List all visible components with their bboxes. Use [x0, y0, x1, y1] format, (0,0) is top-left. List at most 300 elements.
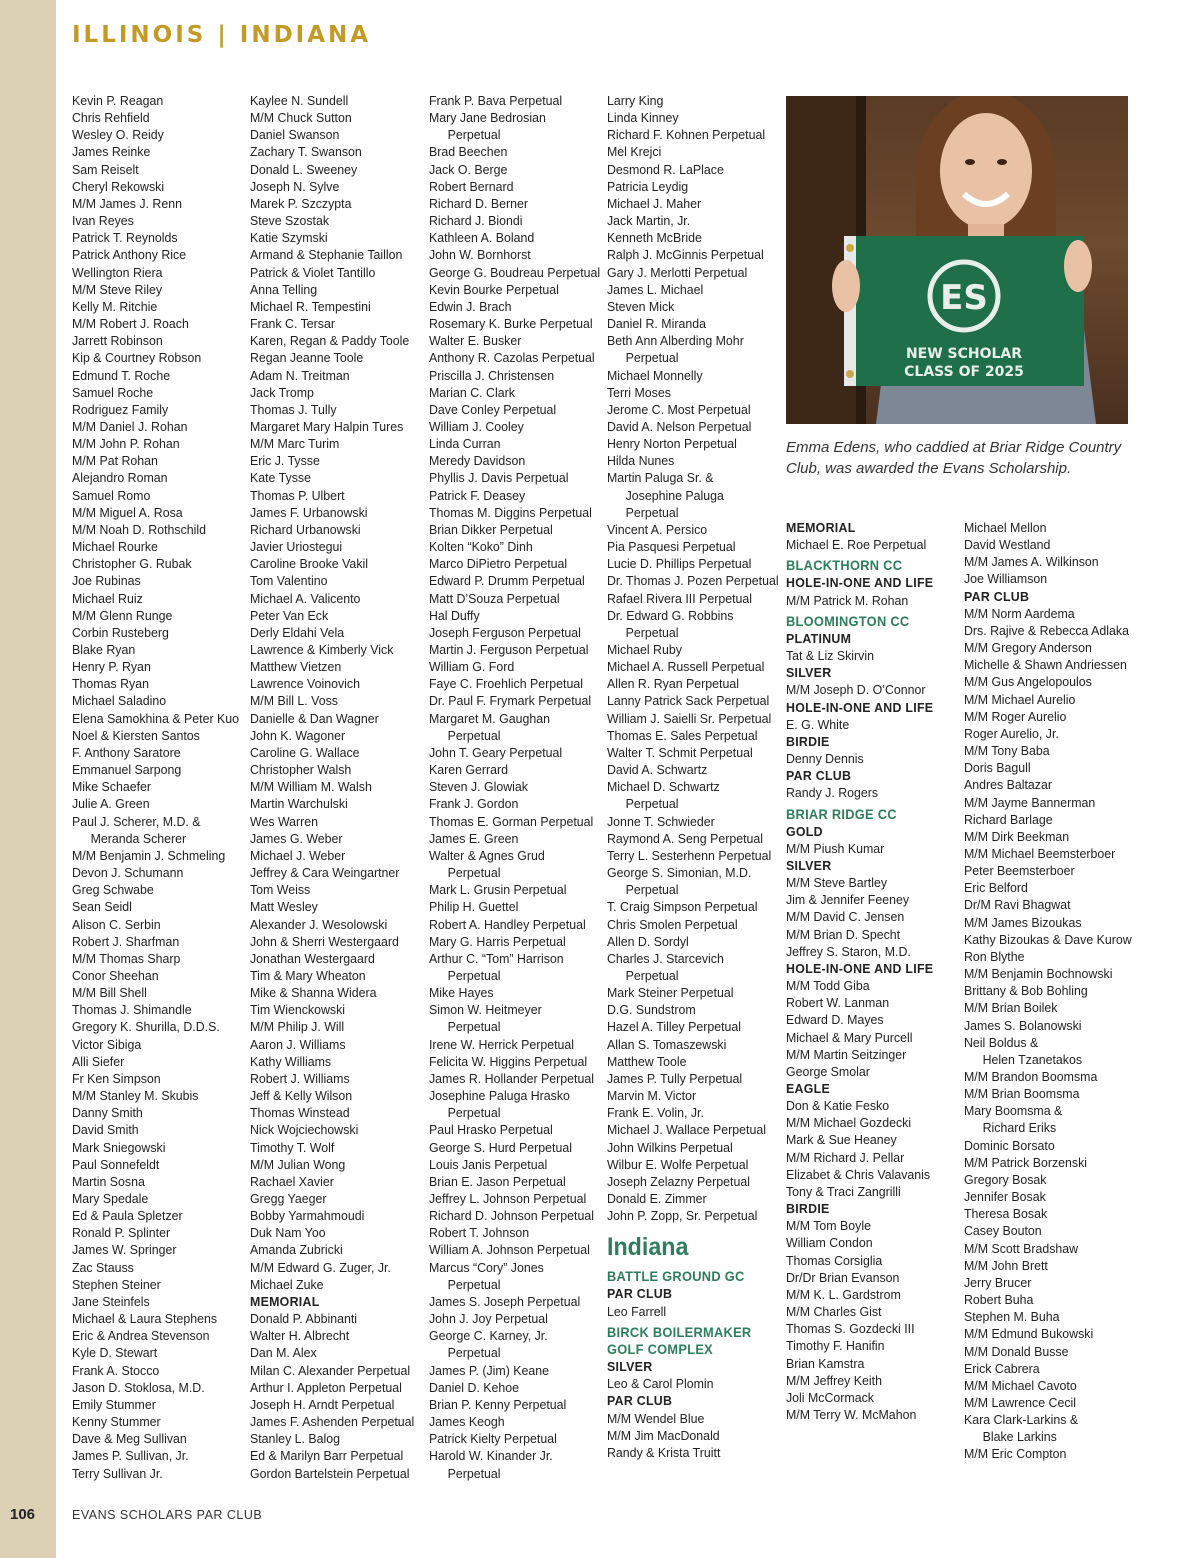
donor-name: Rodriguez Family — [72, 401, 169, 417]
donor-name: Christopher Walsh — [250, 762, 352, 778]
donor-name: John & Sherri Westergaard — [250, 933, 399, 949]
donor-name: M/M Roger Aurelio — [964, 708, 1067, 724]
donor-name: John Wilkins Perpetual — [607, 1139, 733, 1155]
donor-name: Terri Moses — [607, 384, 671, 400]
donor-name: M/M Joseph D. O’Connor — [786, 682, 926, 698]
donor-name: Margaret M. Gaughan — [429, 710, 550, 726]
donor-name: James E. Green — [429, 830, 519, 846]
donor-name: Hazel A. Tilley Perpetual — [607, 1019, 742, 1035]
donor-name-continued: Perpetual — [447, 727, 501, 743]
donor-name: Marco DiPietro Perpetual — [429, 556, 568, 572]
donor-name-continued: Perpetual — [625, 504, 679, 520]
donor-name: Fr Ken Simpson — [72, 1070, 161, 1086]
donor-name: Casey Bouton — [964, 1223, 1042, 1239]
donor-name: Patrick T. Reynolds — [72, 230, 178, 246]
donor-name: George Smolar — [786, 1063, 870, 1079]
donor-level-heading: PAR CLUB — [786, 768, 852, 784]
donor-name: Frank J. Gordon — [429, 796, 519, 812]
donor-name: M/M Terry W. McMahon — [786, 1406, 917, 1422]
donor-name: Julie A. Green — [72, 796, 150, 812]
donor-name: Sam Reiselt — [72, 161, 139, 177]
donor-name: Drs. Rajive & Rebecca Adlaka — [964, 622, 1129, 638]
donor-name: Brian E. Jason Perpetual — [429, 1173, 566, 1189]
donor-name-continued: Helen Tzanetakos — [982, 1051, 1083, 1067]
donor-name: Kyle D. Stewart — [72, 1345, 158, 1361]
donor-name: M/M Jim MacDonald — [607, 1427, 720, 1443]
donor-column-4 — [607, 92, 779, 1461]
donor-name: Richard D. Johnson Perpetual — [429, 1208, 594, 1224]
donor-name: M/M Glenn Runge — [72, 607, 173, 623]
donor-name: James L. Michael — [607, 281, 704, 297]
page-header: ILLINOIS | INDIANA — [72, 22, 372, 48]
donor-name: Richard D. Berner — [429, 195, 528, 211]
donor-name: Martin J. Ferguson Perpetual — [429, 642, 589, 657]
donor-name: Jack O. Berge — [429, 161, 508, 177]
donor-name: M/M Charles Gist — [786, 1304, 882, 1320]
donor-name: Ed & Paula Spletzer — [72, 1208, 183, 1224]
donor-name: Gordon Bartelstein Perpetual — [250, 1465, 410, 1481]
donor-name: Josephine Paluga Hrasko — [429, 1088, 570, 1104]
donor-name: James P. (Jim) Keane — [429, 1362, 550, 1378]
donor-name-continued: Perpetual — [447, 1019, 501, 1035]
donor-name: M/M Dirk Beekman — [964, 828, 1070, 844]
donor-name: Robert A. Handley Perpetual — [429, 916, 586, 932]
donor-name: Samuel Roche — [72, 384, 154, 400]
donor-name: Theresa Bosak — [964, 1206, 1048, 1222]
donor-name: Corbin Rusteberg — [72, 624, 169, 640]
donor-name: Jonathan Westergaard — [250, 950, 375, 966]
donor-name: M/M Michael Cavoto — [964, 1377, 1077, 1393]
donor-name: Kevin P. Reagan — [72, 93, 164, 108]
donor-name: Walter T. Schmit Perpetual — [607, 744, 753, 760]
donor-name: M/M Patrick Borzenski — [964, 1154, 1088, 1170]
donor-name: M/M James A. Wilkinson — [964, 554, 1099, 570]
donor-level-heading: HOLE-IN-ONE AND LIFE — [786, 575, 934, 591]
donor-name: Richard J. Biondi — [429, 213, 523, 229]
donor-name: Martin Sosna — [72, 1173, 145, 1189]
donor-name: William J. Cooley — [429, 418, 524, 434]
donor-name: Blake Ryan — [72, 642, 136, 657]
donor-name: Charles J. Starcevich — [607, 950, 724, 966]
donor-column-3 — [429, 92, 601, 1482]
donor-column-2 — [250, 92, 414, 1482]
donor-name: Thomas S. Gozdecki III — [786, 1321, 915, 1337]
donor-name: M/M Philip J. Will — [250, 1019, 345, 1035]
donor-level-heading: SILVER — [786, 857, 832, 873]
donor-name: Joe Rubinas — [72, 573, 141, 589]
donor-level-heading: SILVER — [786, 665, 832, 681]
donor-name: Chris Rehfield — [72, 110, 150, 126]
donor-name: Jeff & Kelly Wilson — [250, 1088, 353, 1104]
donor-name: Joe Williamson — [964, 571, 1048, 587]
donor-name: Jennifer Bosak — [964, 1189, 1046, 1205]
donor-name: Anthony R. Cazolas Perpetual — [429, 350, 595, 366]
donor-name-continued: Perpetual — [447, 1345, 501, 1361]
donor-name: Cheryl Rekowski — [72, 178, 165, 194]
donor-name: M/M Wendel Blue — [607, 1410, 705, 1426]
donor-name: Jerry Brucer — [964, 1274, 1032, 1290]
donor-name: Steven J. Glowiak — [429, 779, 528, 795]
donor-name: Hal Duffy — [429, 607, 480, 623]
donor-name: Michael Saladino — [72, 693, 167, 709]
donor-name: Jack Tromp — [250, 384, 314, 400]
donor-name: Robert Buha — [964, 1292, 1034, 1308]
donor-name: Donald L. Sweeney — [250, 161, 358, 177]
donor-name: Gregory K. Shurilla, D.D.S. — [72, 1019, 220, 1035]
donor-name-continued: Perpetual — [625, 882, 679, 898]
donor-name: Denny Dennis — [786, 751, 864, 767]
donor-column-5 — [786, 519, 950, 1423]
donor-name-continued: Richard Eriks — [982, 1120, 1057, 1136]
donor-name: Richard Urbanowski — [250, 521, 361, 537]
donor-name: David Smith — [72, 1122, 139, 1138]
donor-name: Brian Kamstra — [786, 1355, 865, 1371]
donor-name: Steve Szostak — [250, 213, 330, 229]
donor-level-heading: BIRDIE — [786, 733, 830, 749]
donor-name: Patrick F. Deasey — [429, 487, 526, 503]
donor-name: Lawrence Voinovich — [250, 676, 361, 692]
donor-name: James R. Hollander Perpetual — [429, 1070, 594, 1086]
donor-name: M/M Norm Aardema — [964, 605, 1075, 621]
donor-name: Dave & Meg Sullivan — [72, 1431, 187, 1447]
donor-name: Timothy T. Wolf — [250, 1139, 335, 1155]
donor-name: William J. Saielli Sr. Perpetual — [607, 710, 772, 726]
donor-name-continued: Meranda Scherer — [90, 830, 187, 846]
donor-name: Dan M. Alex — [250, 1345, 317, 1361]
donor-name: Mel Krejci — [607, 144, 662, 160]
donor-name: Jeffrey S. Staron, M.D. — [786, 943, 911, 959]
donor-name: T. Craig Simpson Perpetual — [607, 899, 758, 915]
donor-name: Robert T. Johnson — [429, 1225, 530, 1241]
donor-name: Daniel Swanson — [250, 127, 340, 143]
donor-name: Vincent A. Persico — [607, 521, 708, 537]
donor-name: Danny Smith — [72, 1105, 143, 1121]
donor-name: Regan Jeanne Toole — [250, 350, 364, 366]
donor-name: James F. Urbanowski — [250, 504, 368, 520]
donor-name: Javier Uriostegui — [250, 539, 343, 555]
donor-name-continued: Blake Larkins — [982, 1429, 1057, 1445]
donor-name: Edward P. Drumm Perpetual — [429, 573, 585, 589]
donor-name: Ed & Marilyn Barr Perpetual — [250, 1448, 404, 1464]
donor-name: Mike & Shanna Widera — [250, 985, 377, 1001]
donor-name: Jim & Jennifer Feeney — [786, 892, 910, 908]
donor-name: Alli Siefer — [72, 1053, 125, 1069]
club-heading: BATTLE GROUND GC — [607, 1269, 745, 1285]
donor-name: M/M William M. Walsh — [250, 779, 372, 795]
donor-name: Martin Warchulski — [250, 796, 348, 812]
donor-name: Mary Jane Bedrosian — [429, 110, 546, 126]
donor-name: Jane Steinfels — [72, 1293, 150, 1309]
club-heading: GOLF COMPLEX — [607, 1341, 714, 1357]
donor-name: Thomas E. Gorman Perpetual — [429, 813, 594, 829]
donor-name: William G. Ford — [429, 659, 515, 675]
donor-level-heading: EAGLE — [786, 1081, 831, 1096]
donor-name: Michael Ruby — [607, 642, 682, 657]
donor-name: M/M Jeffrey Keith — [786, 1372, 882, 1388]
donor-name: Jarrett Robinson — [72, 333, 163, 349]
donor-level-heading: HOLE-IN-ONE AND LIFE — [786, 960, 934, 976]
donor-name-continued: Perpetual — [625, 350, 679, 366]
donor-name: George S. Simonian, M.D. — [607, 865, 752, 881]
donor-name: Sean Seidl — [72, 899, 132, 915]
donor-name: Frank P. Bava Perpetual — [429, 93, 563, 108]
donor-name: M/M Michael Gozdecki — [786, 1115, 912, 1131]
donor-name: Leo Farrell — [607, 1303, 667, 1319]
donor-name: Alexander J. Wesolowski — [250, 916, 388, 932]
donor-name: Jeffrey & Cara Weingartner — [250, 865, 400, 881]
donor-name: John K. Wagoner — [250, 727, 346, 743]
donor-name: Matt D’Souza Perpetual — [429, 590, 560, 606]
donor-name: Joseph N. Sylve — [250, 178, 340, 194]
donor-name: Gregg Yaeger — [250, 1191, 327, 1206]
donor-name: Randy & Krista Truitt — [607, 1444, 721, 1460]
donor-name: James Reinke — [72, 144, 151, 160]
page-number: 106 — [10, 1506, 36, 1523]
donor-name: John T. Geary Perpetual — [429, 744, 563, 760]
donor-name: Phyllis J. Davis Perpetual — [429, 470, 569, 486]
donor-name: Greg Schwabe — [72, 882, 154, 898]
donor-name: Kara Clark-Larkins & — [964, 1412, 1079, 1428]
donor-name: Louis Janis Perpetual — [429, 1156, 548, 1172]
donor-name: Conor Sheehan — [72, 967, 159, 983]
donor-name: Alejandro Roman — [72, 470, 168, 486]
donor-name: Kevin Bourke Perpetual — [429, 281, 559, 297]
donor-name: Hilda Nunes — [607, 453, 675, 469]
donor-name: Jeffrey L. Johnson Perpetual — [429, 1191, 587, 1206]
donor-name: M/M Edmund Bukowski — [964, 1326, 1094, 1342]
donor-name: M/M John P. Rohan — [72, 436, 180, 452]
donor-name: Ralph J. McGinnis Perpetual — [607, 247, 764, 263]
donor-name: D.G. Sundstrom — [607, 1002, 696, 1018]
donor-name: M/M Steve Bartley — [786, 875, 888, 891]
donor-name: Mike Hayes — [429, 985, 494, 1001]
donor-name: Jack Martin, Jr. — [607, 213, 691, 229]
donor-name: Robert J. Williams — [250, 1070, 350, 1086]
donor-name: M/M Scott Bradshaw — [964, 1240, 1079, 1256]
donor-name: Noel & Kiersten Santos — [72, 727, 200, 743]
donor-name: David A. Nelson Perpetual — [607, 418, 752, 434]
donor-name: Marcus “Cory” Jones — [429, 1259, 544, 1275]
donor-level-heading: GOLD — [786, 823, 823, 839]
donor-name: Thomas Ryan — [72, 676, 149, 692]
donor-name: M/M Miguel A. Rosa — [72, 504, 183, 520]
donor-name: Patrick Kielty Perpetual — [429, 1431, 557, 1447]
donor-name: Lanny Patrick Sack Perpetual — [607, 693, 770, 709]
donor-name: Katie Szymski — [250, 230, 328, 246]
donor-name-continued: Perpetual — [447, 1276, 501, 1292]
donor-name: Eric J. Tysse — [250, 453, 320, 469]
donor-name: Brad Beechen — [429, 144, 508, 160]
state-heading: Indiana — [607, 1233, 689, 1262]
donor-name: F. Anthony Saratore — [72, 744, 181, 760]
donor-name: Dr/M Ravi Bhagwat — [964, 897, 1071, 913]
donor-name: Rosemary K. Burke Perpetual — [429, 316, 593, 332]
donor-level-heading: PAR CLUB — [607, 1393, 673, 1409]
donor-name: Peter Beemsterboer — [964, 863, 1075, 879]
donor-name: M/M Tom Boyle — [786, 1218, 871, 1234]
donor-name: Paul Hrasko Perpetual — [429, 1122, 553, 1138]
donor-name: Thomas J. Shimandle — [72, 1002, 192, 1018]
donor-name: Karen, Regan & Paddy Toole — [250, 333, 410, 349]
donor-name: Neil Boldus & — [964, 1034, 1039, 1050]
donor-name: M/M Richard J. Pellar — [786, 1149, 905, 1165]
donor-name: Christopher G. Rubak — [72, 556, 192, 572]
donor-name: Michael A. Russell Perpetual — [607, 659, 765, 675]
donor-name: James F. Ashenden Perpetual — [250, 1414, 415, 1430]
donor-name: Ronald P. Splinter — [72, 1225, 171, 1241]
donor-name: Frank C. Tersar — [250, 316, 335, 332]
donor-name: Priscilla J. Christensen — [429, 367, 555, 383]
donor-name: Terry Sullivan Jr. — [72, 1465, 163, 1481]
donor-name: Mary G. Harris Perpetual — [429, 933, 566, 949]
donor-name: M/M Patrick M. Rohan — [786, 592, 909, 608]
donor-name: Dr/Dr Brian Evanson — [786, 1269, 900, 1285]
donor-name: Henry P. Ryan — [72, 659, 151, 675]
donor-name-continued: Perpetual — [447, 127, 501, 143]
donor-name: Victor Sibiga — [72, 1036, 142, 1052]
donor-name: Eric Belford — [964, 880, 1028, 896]
donor-name: Dr. Thomas J. Pozen Perpetual — [607, 573, 779, 589]
flag-monogram: ES — [940, 278, 988, 318]
donor-name: Wellington Riera — [72, 264, 163, 280]
donor-name: Henry Norton Perpetual — [607, 436, 737, 452]
donor-name: M/M Martin Seitzinger — [786, 1046, 907, 1062]
donor-name: Caroline Brooke Vakil — [250, 556, 368, 572]
donor-name: James G. Weber — [250, 830, 343, 846]
donor-name: M/M James Bizoukas — [964, 914, 1082, 930]
donor-name: William A. Johnson Perpetual — [429, 1242, 590, 1258]
donor-name: Desmond R. LaPlace — [607, 161, 724, 177]
donor-name: Amanda Zubricki — [250, 1242, 343, 1258]
donor-name: Matthew Toole — [607, 1053, 687, 1069]
donor-name: M/M Brian Boomsma — [964, 1086, 1080, 1102]
donor-name-continued: Perpetual — [625, 967, 679, 983]
donor-name: Erick Cabrera — [964, 1360, 1040, 1376]
donor-name: Joseph H. Arndt Perpetual — [250, 1396, 395, 1412]
donor-name: Dominic Borsato — [964, 1137, 1055, 1153]
donor-name: M/M Julian Wong — [250, 1156, 346, 1172]
donor-name: M/M Jayme Bannerman — [964, 794, 1096, 810]
donor-name: Donald E. Zimmer — [607, 1191, 707, 1206]
donor-name-continued: Perpetual — [447, 1105, 501, 1121]
donor-name: Wilbur E. Wolfe Perpetual — [607, 1156, 749, 1172]
donor-name: Patricia Leydig — [607, 178, 689, 194]
donor-name: Mary Spedale — [72, 1191, 149, 1206]
donor-name: Karen Gerrard — [429, 762, 509, 778]
donor-name: Rafael Rivera III Perpetual — [607, 590, 753, 606]
donor-name: M/M Brian D. Specht — [786, 926, 901, 942]
donor-name: M/M Todd Giba — [786, 978, 870, 994]
donor-name: George C. Karney, Jr. — [429, 1328, 548, 1344]
donor-name: Wes Warren — [250, 813, 319, 829]
donor-name: James W. Springer — [72, 1242, 177, 1258]
donor-name: Ivan Reyes — [72, 213, 134, 229]
club-heading: BIRCK BOILERMAKER — [607, 1324, 752, 1340]
donor-name: M/M Tony Baba — [964, 743, 1050, 759]
donor-name: Frank E. Volin, Jr. — [607, 1105, 704, 1121]
donor-name: Daniel D. Kehoe — [429, 1379, 520, 1395]
donor-name: Daniel R. Miranda — [607, 316, 706, 332]
donor-name: Michelle & Shawn Andriessen — [964, 657, 1127, 673]
donor-name: Thomas E. Sales Perpetual — [607, 727, 758, 743]
donor-name: M/M Benjamin J. Schmeling — [72, 847, 226, 863]
donor-name: Bobby Yarmahmoudi — [250, 1208, 365, 1224]
donor-name: Kathleen A. Boland — [429, 230, 535, 246]
donor-name: Kenny Stummer — [72, 1414, 161, 1430]
donor-name: Robert W. Lanman — [786, 995, 890, 1011]
donor-name: Tim & Mary Wheaton — [250, 967, 366, 983]
donor-name: Ron Blythe — [964, 948, 1025, 964]
club-heading: BRIAR RIDGE CC — [786, 806, 897, 822]
donor-name: James Keogh — [429, 1414, 505, 1430]
donor-name: James S. Joseph Perpetual — [429, 1293, 581, 1309]
donor-name: Richard F. Kohnen Perpetual — [607, 127, 766, 143]
donor-name: M/M Gus Angelopoulos — [964, 674, 1092, 690]
donor-level-heading: BIRDIE — [786, 1201, 830, 1217]
donor-name: Michael J. Maher — [607, 195, 702, 211]
donor-name-continued: Perpetual — [447, 967, 501, 983]
donor-name: Paul J. Scherer, M.D. & — [72, 813, 201, 829]
donor-name: M/M Eric Compton — [964, 1446, 1067, 1462]
donor-name-continued: Perpetual — [625, 624, 679, 640]
donor-name: Michael Mellon — [964, 520, 1047, 535]
donor-name: Kathy Williams — [250, 1053, 332, 1069]
donor-name: Alison C. Serbin — [72, 916, 161, 932]
donor-name: Tim Wienckowski — [250, 1002, 346, 1018]
donor-name: Thomas Corsiglia — [786, 1252, 883, 1268]
donor-name: David A. Schwartz — [607, 762, 708, 778]
donor-name: Jonne T. Schwieder — [607, 813, 715, 829]
donor-name: Peter Van Eck — [250, 607, 329, 623]
donor-name-continued: Perpetual — [447, 1465, 501, 1481]
donor-name-continued: Perpetual — [625, 796, 679, 812]
donor-name: David Westland — [964, 537, 1051, 553]
donor-level-heading: MEMORIAL — [250, 1293, 320, 1309]
donor-name: Tony & Traci Zangrilli — [786, 1183, 901, 1199]
donor-name: Meredy Davidson — [429, 453, 526, 469]
donor-name: M/M Marc Turim — [250, 436, 340, 452]
donor-name: Kelly M. Ritchie — [72, 298, 158, 314]
donor-name: Dr. Edward G. Robbins — [607, 607, 734, 623]
donor-name: Stephen Steiner — [72, 1276, 161, 1292]
donor-name: Kate Tysse — [250, 470, 311, 486]
donor-name: Simon W. Heitmeyer — [429, 1002, 542, 1018]
donor-name: Walter H. Albrecht — [250, 1328, 350, 1344]
donor-name: M/M Steve Riley — [72, 281, 163, 297]
donor-name: M/M Michael Aurelio — [964, 691, 1076, 707]
donor-name: Robert Bernard — [429, 178, 514, 194]
donor-name: Lucie D. Phillips Perpetual — [607, 556, 752, 572]
donor-level-heading: PAR CLUB — [964, 588, 1030, 604]
donor-name: Allen R. Ryan Perpetual — [607, 676, 739, 692]
donor-name: Jason D. Stoklosa, M.D. — [72, 1379, 205, 1395]
donor-name: Rachael Xavier — [250, 1173, 334, 1189]
donor-level-heading: PAR CLUB — [607, 1286, 673, 1302]
donor-column-1 — [72, 92, 240, 1482]
donor-name: Michael E. Roe Perpetual — [786, 537, 927, 553]
donor-name: Mark L. Grusin Perpetual — [429, 882, 567, 898]
donor-name: Larry King — [607, 93, 664, 108]
donor-name: Michael & Mary Purcell — [786, 1029, 913, 1045]
donor-name: Allan S. Tomaszewski — [607, 1036, 727, 1052]
donor-name: M/M Daniel J. Rohan — [72, 418, 188, 434]
donor-name: Elizabet & Chris Valavanis — [786, 1166, 931, 1182]
donor-name: M/M K. L. Gardstrom — [786, 1286, 901, 1302]
donor-name: Joli McCormack — [786, 1389, 874, 1405]
donor-name: Brittany & Bob Bohling — [964, 983, 1088, 999]
donor-name: Mary Boomsma & — [964, 1103, 1063, 1119]
donor-name: Aaron J. Williams — [250, 1036, 346, 1052]
